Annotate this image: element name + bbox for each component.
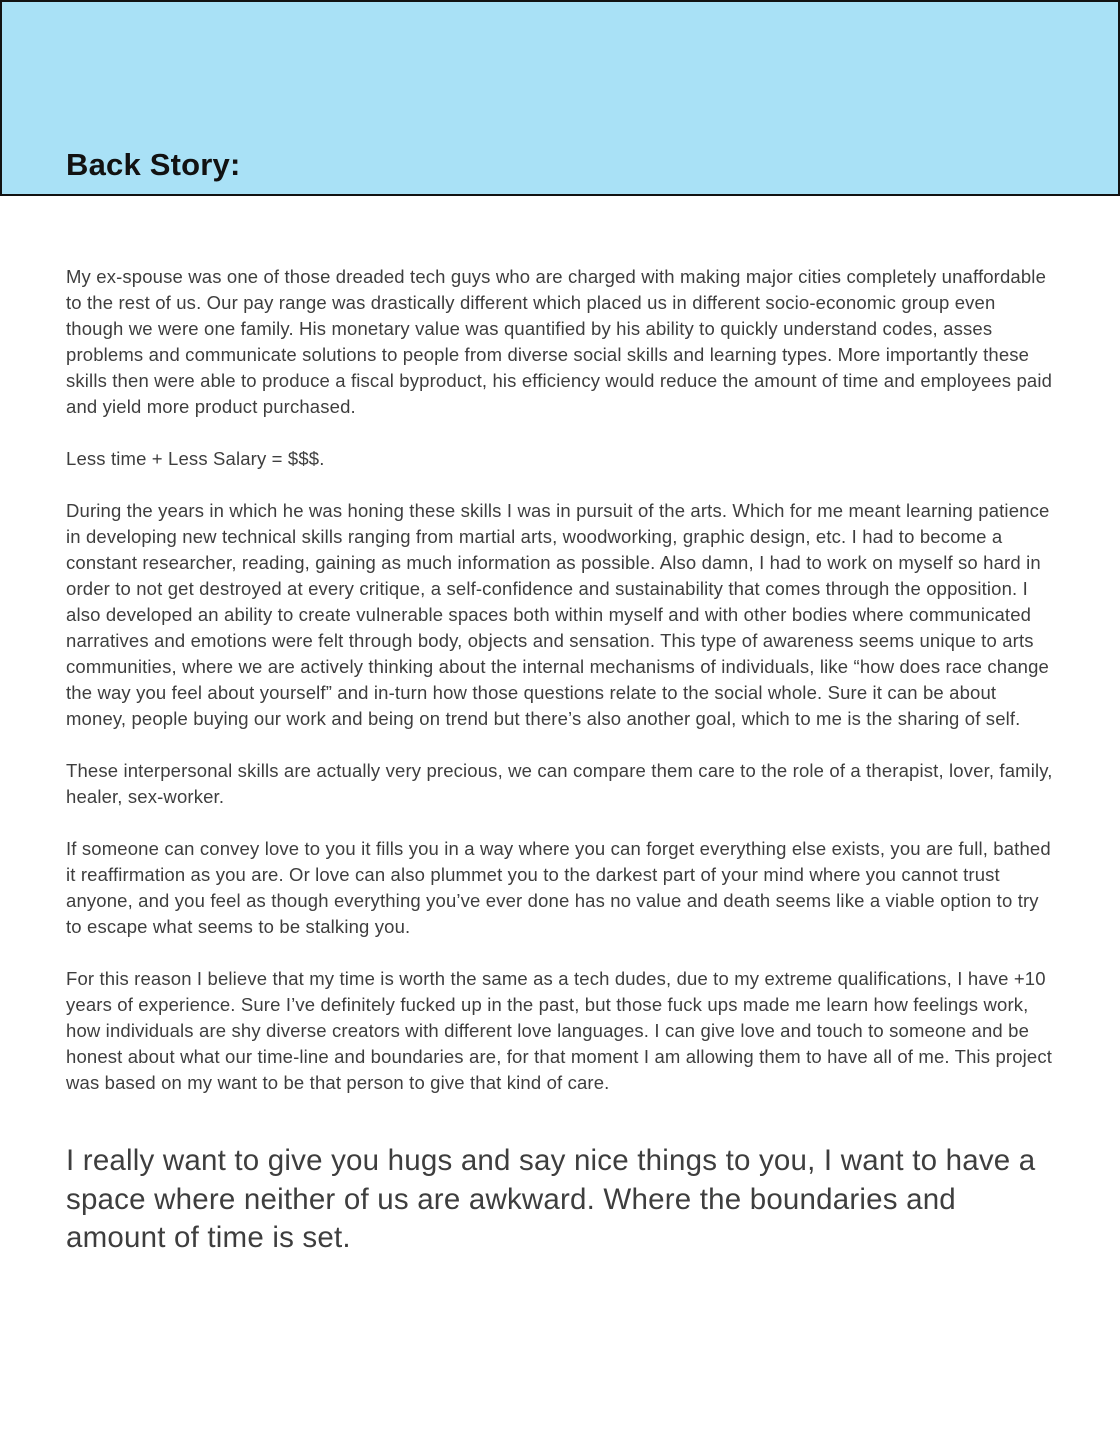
closing-statement: I really want to give you hugs and say nice things to you, I want to have a space where neither of us are awkward. Where the boundaries and amount of time is set. <box>66 1144 1036 1254</box>
paragraph-worth: For this reason I believe that my time is worth the same as a tech dudes, due to my extreme qualifications, I have +10 years of experience. Sure I’ve definitely fucked up in the past, but those fuck ups made me learn how feelings work, how individuals are shy diverse creators with different love languages. I can give love and touch to someone and be honest about what our time-line and boundaries are, for that moment I am allowing them to have all of me. This project was based on my want to be that person to give that kind of care. <box>66 968 1053 1093</box>
paragraph-convey-love: If someone can convey love to you it fills you in a way where you can forget everything else exists, you are full, bathed it reaffirmation as you are. Or love can also plummet you to the darkest part of your mind where you cannot trust anyone, and you feel as though everything you’ve ever done has no value and death seems like a viable option to try to escape what seems to be stalking you. <box>66 838 1051 937</box>
paragraph-interpersonal-skills: These interpersonal skills are actually very precious, we can compare them care to the role of a therapist, lover, family, healer, sex-worker. <box>66 760 1053 807</box>
page-title: Back Story: <box>66 146 241 182</box>
document-body <box>0 196 1120 1258</box>
paragraph-equation: Less time + Less Salary = $$$. <box>66 448 325 469</box>
paragraph-arts-pursuit: During the years in which he was honing these skills I was in pursuit of the arts. Which for me meant learning patience in developing new technical skills ranging from martial arts, woodworking, graphic design, etc. I had to become a constant researcher, reading, gaining as much information as possible. Also damn, I had to work on myself so hard in order to not get destroyed at every critique, a self-confidence and sustainability that comes through the opposition. I also developed an ability to create vulnerable spaces both within myself and with other bodies where communicated narratives and emotions were felt through body, objects and sensation. This type of awareness seems unique to arts communities, where we are actively thinking about the internal mechanisms of individuals, like “how does race change the way you feel about yourself” and in-turn how those questions relate to the social whole. Sure it can be about money, people buying our work and being on trend but there’s also another goal, which to me is the sharing of self. <box>66 500 1050 729</box>
paragraph-ex-spouse: My ex-spouse was one of those dreaded tech guys who are charged with making major cities completely unaffordable to the rest of us. Our pay range was drastically different which placed us in different socio-economic group even though we were one family. His monetary value was quantified by his ability to quickly understand codes, asses problems and communicate solutions to people from diverse social skills and learning types. More importantly these skills then were able to produce a fiscal byproduct, his efficiency would reduce the amount of time and employees paid and yield more product purchased. <box>66 266 1053 417</box>
header-banner <box>0 0 1120 196</box>
